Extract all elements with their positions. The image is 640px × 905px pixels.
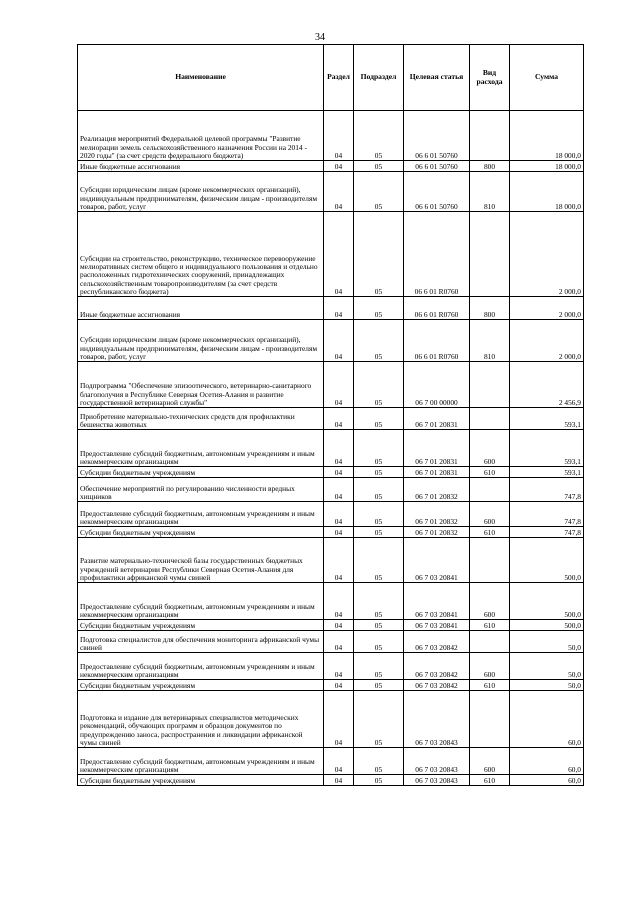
row-vid-cell (470, 691, 510, 748)
row-target-cell: 06 7 01 20831 (404, 467, 470, 478)
row-target-cell: 06 7 03 20841 (404, 620, 470, 631)
table-row (78, 111, 584, 161)
row-sum-cell: 500,0 (510, 583, 584, 620)
row-sum-cell: 747,8 (510, 478, 584, 502)
table-row (78, 297, 584, 320)
row-target-cell: 06 7 01 20831 (404, 430, 470, 467)
row-razdel-cell: 04 (324, 775, 354, 786)
table-row (78, 620, 584, 631)
row-vid-cell (470, 478, 510, 502)
table-row (78, 631, 584, 653)
row-sum-cell: 50,0 (510, 680, 584, 691)
row-target-cell: 06 6 01 50760 (404, 161, 470, 172)
row-target-cell: 06 7 01 20832 (404, 502, 470, 527)
row-vid-cell: 610 (470, 527, 510, 538)
table-row (78, 212, 584, 297)
row-name-cell: Подготовка специалистов для обеспечения мониторинга африканской чумы свиней (78, 631, 324, 653)
row-vid-cell (470, 408, 510, 430)
row-sum-cell: 60,0 (510, 748, 584, 775)
row-podrazdel-cell: 05 (354, 538, 404, 583)
row-vid-cell: 610 (470, 775, 510, 786)
row-podrazdel-cell: 05 (354, 212, 404, 297)
row-name-cell: Обеспечение мероприятий по регулированию численности вредных хищников (78, 478, 324, 502)
row-name-cell: Подготовка и издание для ветеринарных специалистов методических рекомендаций, обучающих программ и образцов документов по предупреждению заноса, распространения и ликвидации африканской чумы свиней (78, 691, 324, 748)
row-sum-cell: 18 000,0 (510, 161, 584, 172)
table-header-row (78, 45, 584, 111)
row-podrazdel-cell: 05 (354, 430, 404, 467)
row-vid-cell (470, 631, 510, 653)
row-sum-cell: 593,1 (510, 408, 584, 430)
table-row (78, 527, 584, 538)
row-target-cell: 06 7 03 20843 (404, 775, 470, 786)
row-razdel-cell: 04 (324, 527, 354, 538)
row-vid-cell: 810 (470, 320, 510, 362)
table-row (78, 362, 584, 408)
table-row (78, 775, 584, 786)
row-name-cell: Реализация мероприятий Федеральной целевой программы "Развитие мелиорации земель сельскохозяйственного назначения России на 2014 - 2020 годы" (за счет средств федерального бюджета) (78, 111, 324, 161)
row-sum-cell: 593,1 (510, 467, 584, 478)
row-razdel-cell: 04 (324, 362, 354, 408)
row-name-cell: Развитие материально-технической базы государственных бюджетных учреждений ветеринарии Республики Северная Осетия-Алания для профилактики африканской чумы свиней (78, 538, 324, 583)
row-vid-cell: 800 (470, 297, 510, 320)
row-target-cell: 06 6 01 50760 (404, 111, 470, 161)
row-razdel-cell: 04 (324, 502, 354, 527)
row-target-cell: 06 7 03 20842 (404, 631, 470, 653)
table-row (78, 583, 584, 620)
row-target-cell: 06 7 01 20832 (404, 527, 470, 538)
row-vid-cell (470, 212, 510, 297)
row-razdel-cell: 04 (324, 653, 354, 680)
page-number: 34 (315, 32, 325, 43)
table-row (78, 408, 584, 430)
row-target-cell: 06 7 03 20842 (404, 680, 470, 691)
table-row (78, 320, 584, 362)
row-vid-cell (470, 111, 510, 161)
row-name-cell: Иные бюджетные ассигнования (78, 161, 324, 172)
row-razdel-cell: 04 (324, 320, 354, 362)
row-podrazdel-cell: 05 (354, 631, 404, 653)
row-vid-cell (470, 538, 510, 583)
row-vid-cell: 600 (470, 653, 510, 680)
row-target-cell: 06 7 03 20843 (404, 748, 470, 775)
table-row (78, 680, 584, 691)
row-sum-cell: 50,0 (510, 631, 584, 653)
table-row (78, 748, 584, 775)
table-row (78, 691, 584, 748)
row-razdel-cell: 04 (324, 408, 354, 430)
row-podrazdel-cell: 05 (354, 748, 404, 775)
row-sum-cell: 747,8 (510, 502, 584, 527)
row-razdel-cell: 04 (324, 748, 354, 775)
header-target: Целевая статья (404, 45, 470, 111)
row-podrazdel-cell: 05 (354, 111, 404, 161)
table-row (78, 172, 584, 212)
row-podrazdel-cell: 05 (354, 478, 404, 502)
row-name-cell: Субсидии юридическим лицам (кроме некоммерческих организаций), индивидуальным предпринимателям, физическим лицам - производителям товаров, работ, услуг (78, 320, 324, 362)
row-sum-cell: 593,1 (510, 430, 584, 467)
row-podrazdel-cell: 05 (354, 680, 404, 691)
row-vid-cell: 610 (470, 680, 510, 691)
row-name-cell: Предоставление субсидий бюджетным, автономным учреждениям и иным некоммерческим организациям (78, 502, 324, 527)
row-podrazdel-cell: 05 (354, 320, 404, 362)
row-vid-cell: 600 (470, 748, 510, 775)
row-sum-cell: 500,0 (510, 538, 584, 583)
row-name-cell: Субсидии юридическим лицам (кроме некоммерческих организаций), индивидуальным предпринимателям, физическим лицам - производителям товаров, работ, услуг (78, 172, 324, 212)
row-name-cell: Субсидии бюджетным учреждениям (78, 680, 324, 691)
row-podrazdel-cell: 05 (354, 691, 404, 748)
table-row (78, 467, 584, 478)
row-sum-cell: 2 456,9 (510, 362, 584, 408)
header-vid: Вид расхода (470, 45, 510, 111)
row-razdel-cell: 04 (324, 583, 354, 620)
row-vid-cell: 600 (470, 502, 510, 527)
row-name-cell: Подпрограмма "Обеспечение эпизоотического, ветеринарно-санитарного благополучия в Республике Северная Осетия-Алания и развитие государственной ветеринарной службы" (78, 362, 324, 408)
row-podrazdel-cell: 05 (354, 620, 404, 631)
row-sum-cell: 500,0 (510, 620, 584, 631)
row-razdel-cell: 04 (324, 538, 354, 583)
row-target-cell: 06 7 01 20831 (404, 408, 470, 430)
row-razdel-cell: 04 (324, 172, 354, 212)
row-name-cell: Субсидии на строительство, реконструкцию, техническое перевооружение мелиоративных систем общего и индивидуального пользования и отдельно расположенных гидротехнических сооружений, принадлежащих сельскохозяйственным товаропроизводителям (за счет средств республиканского бюджета) (78, 212, 324, 297)
row-sum-cell: 2 000,0 (510, 320, 584, 362)
budget-table (77, 44, 584, 786)
row-vid-cell: 610 (470, 620, 510, 631)
row-target-cell: 06 7 03 20841 (404, 583, 470, 620)
row-razdel-cell: 04 (324, 430, 354, 467)
header-razdel: Раздел (324, 45, 354, 111)
row-podrazdel-cell: 05 (354, 775, 404, 786)
row-sum-cell: 18 000,0 (510, 172, 584, 212)
row-razdel-cell: 04 (324, 467, 354, 478)
row-podrazdel-cell: 05 (354, 297, 404, 320)
row-target-cell: 06 6 01 50760 (404, 172, 470, 212)
row-podrazdel-cell: 05 (354, 583, 404, 620)
row-name-cell: Субсидии бюджетным учреждениям (78, 467, 324, 478)
row-target-cell: 06 6 01 R0760 (404, 212, 470, 297)
row-target-cell: 06 6 01 R0760 (404, 297, 470, 320)
row-razdel-cell: 04 (324, 631, 354, 653)
row-razdel-cell: 04 (324, 111, 354, 161)
row-razdel-cell: 04 (324, 212, 354, 297)
row-sum-cell: 747,8 (510, 527, 584, 538)
row-name-cell: Предоставление субсидий бюджетным, автономным учреждениям и иным некоммерческим организациям (78, 430, 324, 467)
row-razdel-cell: 04 (324, 691, 354, 748)
row-razdel-cell: 04 (324, 680, 354, 691)
row-target-cell: 06 7 00 00000 (404, 362, 470, 408)
row-vid-cell: 600 (470, 430, 510, 467)
row-vid-cell: 610 (470, 467, 510, 478)
row-sum-cell: 50,0 (510, 653, 584, 680)
table-row (78, 502, 584, 527)
table-row (78, 430, 584, 467)
row-name-cell: Предоставление субсидий бюджетным, автономным учреждениям и иным некоммерческим организациям (78, 583, 324, 620)
row-podrazdel-cell: 05 (354, 653, 404, 680)
row-podrazdel-cell: 05 (354, 467, 404, 478)
row-vid-cell: 800 (470, 161, 510, 172)
row-target-cell: 06 6 01 R0760 (404, 320, 470, 362)
table-row (78, 653, 584, 680)
row-target-cell: 06 7 01 20832 (404, 478, 470, 502)
row-vid-cell: 600 (470, 583, 510, 620)
row-name-cell: Предоставление субсидий бюджетным, автономным учреждениям и иным некоммерческим организациям (78, 748, 324, 775)
row-target-cell: 06 7 03 20842 (404, 653, 470, 680)
row-razdel-cell: 04 (324, 161, 354, 172)
header-podrazdel: Подраздел (354, 45, 404, 111)
row-razdel-cell: 04 (324, 620, 354, 631)
row-vid-cell: 810 (470, 172, 510, 212)
row-podrazdel-cell: 05 (354, 161, 404, 172)
row-name-cell: Субсидии бюджетным учреждениям (78, 775, 324, 786)
row-target-cell: 06 7 03 20841 (404, 538, 470, 583)
row-vid-cell (470, 362, 510, 408)
row-name-cell: Субсидии бюджетным учреждениям (78, 620, 324, 631)
row-name-cell: Субсидии бюджетным учреждениям (78, 527, 324, 538)
row-name-cell: Предоставление субсидий бюджетным, автономным учреждениям и иным некоммерческим организациям (78, 653, 324, 680)
row-razdel-cell: 04 (324, 478, 354, 502)
row-name-cell: Иные бюджетные ассигнования (78, 297, 324, 320)
header-sum: Сумма (510, 45, 584, 111)
row-podrazdel-cell: 05 (354, 408, 404, 430)
row-podrazdel-cell: 05 (354, 172, 404, 212)
row-sum-cell: 60,0 (510, 691, 584, 748)
table-row (78, 161, 584, 172)
row-podrazdel-cell: 05 (354, 527, 404, 538)
table-row (78, 478, 584, 502)
row-target-cell: 06 7 03 20843 (404, 691, 470, 748)
row-razdel-cell: 04 (324, 297, 354, 320)
row-sum-cell: 2 000,0 (510, 212, 584, 297)
table-body (78, 111, 584, 786)
table-row (78, 538, 584, 583)
row-podrazdel-cell: 05 (354, 362, 404, 408)
row-sum-cell: 18 000,0 (510, 111, 584, 161)
header-name: Наименование (78, 45, 324, 111)
row-sum-cell: 2 000,0 (510, 297, 584, 320)
row-podrazdel-cell: 05 (354, 502, 404, 527)
row-sum-cell: 60,0 (510, 775, 584, 786)
row-name-cell: Приобретение материально-технических средств для профилактики бешенства животных (78, 408, 324, 430)
